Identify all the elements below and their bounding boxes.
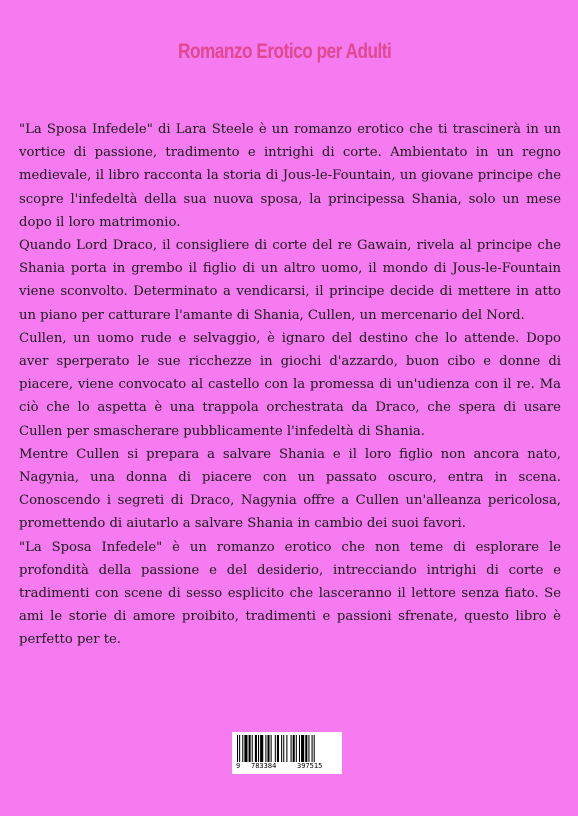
barcode-bar <box>291 735 292 762</box>
barcode-right-group: 397515 <box>297 762 323 770</box>
barcode-bar <box>242 735 243 762</box>
barcode-bar <box>299 735 300 762</box>
barcode-bar <box>293 735 295 762</box>
barcode-bar <box>255 735 257 762</box>
barcode-bar <box>277 735 279 762</box>
barcode-bar <box>239 735 240 762</box>
cover-headline: Romanzo Erotico per Adulti <box>178 40 392 63</box>
barcode-bar <box>301 735 304 762</box>
blurb-paragraph: "La Sposa Infedele" è un romanzo erotico che non teme di esplorare le profondità della passione e del desiderio, intrecciando intrighi di corte e tradimenti con scene di sesso esplicito che lasceranno il lettore senza fiato. Se ami le storie di amore proibito, tradimenti e passioni sfrenate, questo libro è perfetto per te. <box>19 539 561 648</box>
barcode-bar <box>271 735 272 762</box>
barcode-bar <box>305 735 307 762</box>
back-cover-blurb <box>19 118 561 652</box>
barcode-bar <box>249 735 251 762</box>
blurb-paragraph: "La Sposa Infedele" di Lara Steele è un romanzo erotico che ti trascinerà in un vortice di passione, tradimento e intrighi di corte. Ambientato in un regno medievale, il libro racconta la storia di Jous-le-Fountain, un giovane principe che scopre l'infedeltà della sua nuova sposa, la principessa Shania, solo un mese dopo il loro matrimonio. <box>19 122 561 230</box>
barcode-bar <box>283 735 284 762</box>
barcode-bar <box>296 735 297 762</box>
barcode-bar <box>281 735 282 762</box>
isbn-barcode <box>232 732 342 774</box>
barcode-bar <box>260 735 263 762</box>
barcode-bar <box>314 735 315 762</box>
barcode-bar <box>308 735 309 762</box>
barcode-bar <box>267 735 269 762</box>
blurb-paragraph: Mentre Cullen si prepara a salvare Shania e il loro figlio non ancora nato, Nagynia, una donna di piacere con un passato oscuro, entra in scena. Conoscendo i segreti di Draco, Nagynia offre a Cullen un'alleanza pericolosa, promettendo di aiutarlo a salvare Shania in cambio dei suoi favori. <box>19 446 561 532</box>
barcode-bar <box>275 735 276 762</box>
barcode-bar <box>237 735 238 762</box>
barcode-digits <box>232 761 342 773</box>
barcode-bar <box>258 735 259 762</box>
barcode-bar <box>286 735 287 762</box>
barcode-bar <box>244 735 247 762</box>
barcode-bar <box>312 735 313 762</box>
barcode-left-group: 783384 <box>251 762 277 770</box>
barcode-prefix-digit: 9 <box>236 762 241 770</box>
barcode-bars <box>237 735 337 762</box>
blurb-paragraph: Quando Lord Draco, il consigliere di corte del re Gawain, rivela al principe che Shania porta in grembo il figlio di un altro uomo, il mondo di Jous-le-Fountain viene sconvolto. Determinato a vendicarsi, il principe decide di mettere in atto un piano per catturare l'amante di Shania, Cullen, un mercenario del Nord. <box>19 238 561 323</box>
barcode-bar <box>265 735 266 762</box>
barcode-bar <box>252 735 253 762</box>
blurb-paragraph: Cullen, un uomo rude e selvaggio, è ignaro del destino che lo attende. Dopo aver sperperato le sue ricchezze in giochi d'azzardo, buon cibo e donne di piacere, viene convocato al castello con la promessa di un'udienza con il re. Ma ciò che lo aspetta è una trappola orchestrata da Draco, che spera di usare Cullen per smascherare pubblicamente l'infedeltà di Shania. <box>19 330 561 439</box>
